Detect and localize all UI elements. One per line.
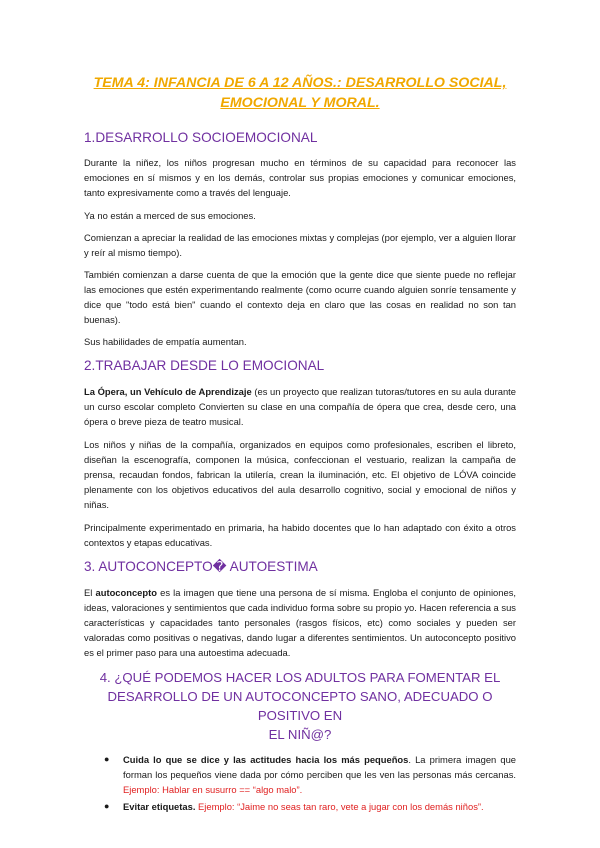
section-1-paragraph-4: También comienzan a darse cuenta de que la emoción que la gente dice que siente puede no reflejar las emociones que estén experimentando realmente (como ocurre cuando alguien sonríe tensamente y dice que "todo está bien" cuando el contexto deja en claro que las cosas en realidad no son tan buenas). — [84, 269, 516, 325]
section-3-heading: 3. AUTOCONCEPTO� AUTOESTIMA — [84, 559, 318, 574]
section-1-heading: 1.DESARROLLO SOCIOEMOCIONAL — [84, 130, 318, 145]
list-item: ● Evitar etiquetas. Ejemplo: “Jaime no seas tan raro, vete a jugar con los demás niños”. — [104, 801, 484, 812]
example-text: Ejemplo: Hablar en susurro == “algo malo”. — [123, 784, 303, 795]
recommendations-list — [84, 752, 516, 814]
list-item: ● Cuida lo que se dice y las actitudes hacia los más pequeños. La primera imagen que forman los pequeños viene dada por cómo perciben que les ven las personas más cercanas. Ejemplo: Hablar en susurro == “algo malo”. — [104, 754, 517, 795]
document-title — [84, 0, 516, 113]
section-4-heading: 4. ¿QUÉ PODEMOS HACER LOS ADULTOS PARA FOMENTAR EL DESARROLLO DE UN AUTOCONCEPTO SANO, ADECUADO O POSITIVO EN EL NIÑ@? — [99, 670, 501, 742]
section-1-paragraph-2: Ya no están a merced de sus emociones. — [84, 210, 256, 221]
section-2-paragraph-3: Principalmente experimentado en primaria, ha habido docentes que lo han adaptado con éxito a otros contextos y etapas educativas. — [84, 522, 516, 548]
title-line-1: TEMA 4: INFANCIA DE 6 A 12 AÑOS.: DESARROLLO SOCIAL, — [93, 75, 507, 91]
section-2-paragraph-1: La Ópera, un Vehículo de Aprendizaje (es un proyecto que realizan tutoras/tutores en su aula durante un curso escolar completo Convierten su clase en una compañía de ópera que crea, desde cero, una ópera o breve pieza de teatro musical. — [84, 386, 516, 427]
section-1-paragraph-5: Sus habilidades de empatía aumentan. — [84, 336, 247, 347]
title-line-2: EMOCIONAL Y MORAL. — [220, 95, 380, 111]
lova-project-name: La Ópera, un Vehículo de Aprendizaje — [84, 386, 252, 397]
bullet-icon: ● — [104, 754, 110, 764]
section-2-heading: 2.TRABAJAR DESDE LO EMOCIONAL — [84, 358, 325, 373]
section-3-paragraph-1: El autoconcepto es la imagen que tiene una persona de sí misma. Engloba el conjunto de opiniones, ideas, valoraciones y sentimientos que cada individuo forma sobre su propio yo. Hacen referencia a sus características y capacidades tanto personales (rasgos físicos, etc) como sociales y pueden ser valoradas como positivas o negativas, dando lugar a diferentes sentimientos. Un autoconcepto positivo es el primer paso para una autoestima adecuada. — [84, 587, 516, 658]
bullet-icon: ● — [104, 801, 110, 811]
section-2-paragraph-2: Los niños y niñas de la compañía, organizados en equipos como profesionales, escriben el libreto, diseñan la escenografía, componen la música, confeccionan el vestuario, realizan la campaña de prensa, recaudan fondos, fabrican la utilería, crean la iluminación, etc. El objetivo de LÓVA coincide plenamente con los objetivos educativos del aula desarrollo cognitivo, social y emocional de niños y niñas. — [84, 439, 516, 510]
autoconcepto-term: autoconcepto — [95, 587, 157, 598]
section-1-paragraph-1: Durante la niñez, los niños progresan mucho en términos de su capacidad para reconocer las emociones en sí mismos y en los demás, controlar sus propias emociones y comunicar emociones, tanto expresivamente como a través del lenguaje. — [84, 157, 516, 198]
example-text: Ejemplo: “Jaime no seas tan raro, vete a jugar con los demás niños”. — [198, 801, 484, 812]
section-1-paragraph-3: Comienzan a apreciar la realidad de las emociones mixtas y complejas (por ejemplo, ver a alguien llorar y reír al mismo tiempo). — [84, 232, 516, 258]
